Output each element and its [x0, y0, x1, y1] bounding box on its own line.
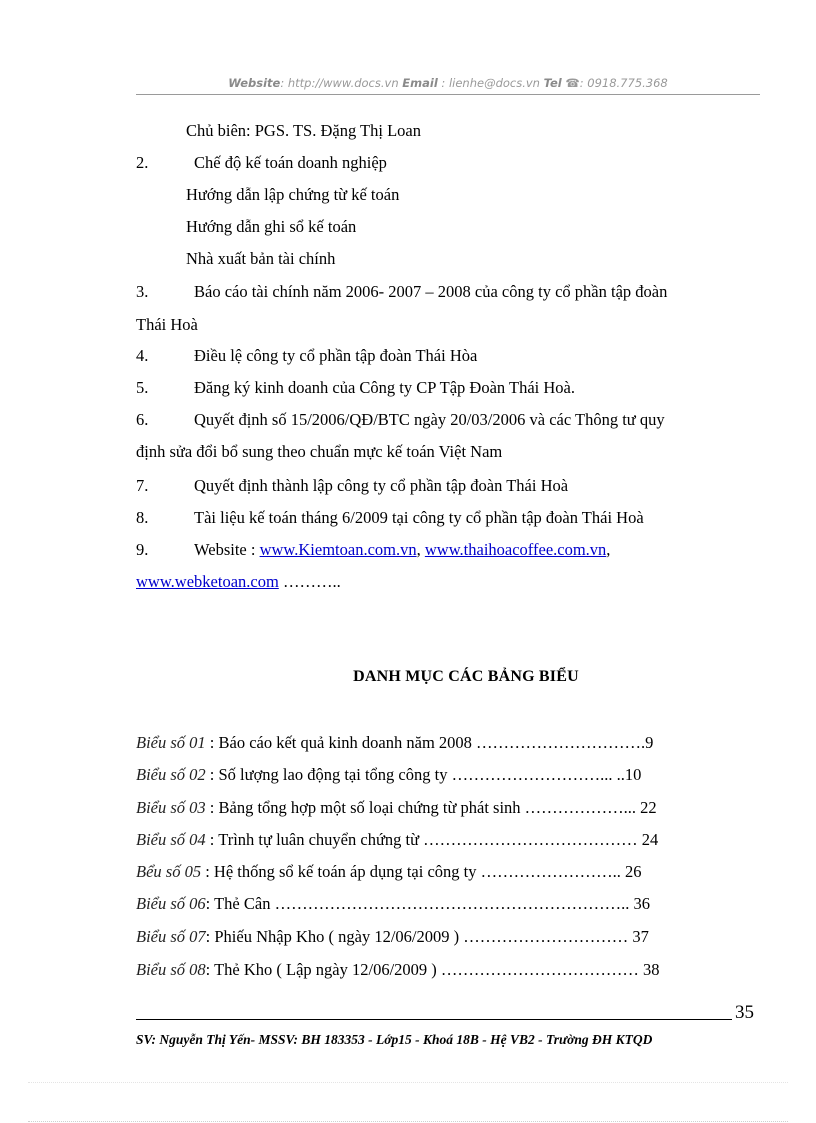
table-list-entry-label: Biểu số 06 [136, 894, 206, 913]
page-edge-line [28, 1082, 788, 1083]
table-list-entry [136, 927, 649, 947]
table-list-entry-label: Biểu số 04 [136, 830, 206, 849]
header-email-label: Email [402, 76, 438, 90]
page-number: 35 [735, 1002, 754, 1023]
header-tel-value: ☎: 0918.775.368 [565, 76, 668, 90]
ref-3-text: Báo cáo tài chính năm 2006- 2007 – 2008 của công ty cổ phần tập đoàn [194, 282, 668, 301]
ref-5-number: 5. [136, 378, 149, 397]
table-list-entry-text: : Trình tự luân chuyển chứng từ ………………………………… 24 [205, 830, 659, 849]
ref-6-number: 6. [136, 410, 149, 429]
ref-9-tail: ……….. [278, 572, 341, 591]
thaihoacoffee-link[interactable]: www.thaihoacoffee.com.vn [424, 540, 607, 559]
header-tel-label: Tel [543, 76, 562, 90]
ref-2-number: 2. [136, 153, 149, 172]
footer-divider [136, 1019, 732, 1020]
ref-9-label: Website : [194, 540, 260, 559]
table-list-entry [136, 960, 660, 980]
kiemtoan-link[interactable]: www.Kiemtoan.com.vn [259, 540, 417, 559]
header-website-value: : http://www.docs.vn [280, 76, 399, 90]
ref-8-number: 8. [136, 508, 149, 527]
ref-9-number: 9. [136, 540, 149, 559]
ref-2-sub2: Hướng dẫn ghi sổ kế toán [186, 217, 357, 236]
ref-6-text: Quyết định số 15/2006/QĐ/BTC ngày 20/03/2006 và các Thông tư quy [194, 410, 665, 429]
ref-4-text: Điều lệ công ty cổ phần tập đoàn Thái Hòa [194, 346, 478, 365]
table-list-entry [136, 765, 641, 785]
table-list-entry-text: : Số lượng lao động tại tổng công ty ………………………... ..10 [205, 765, 642, 784]
header-website-label: Website [228, 76, 281, 90]
ref-9-cont [136, 572, 341, 592]
ref-9-sep1: , [416, 540, 425, 559]
ref-9-sep2: , [606, 540, 611, 559]
table-list-entry-text: : Báo cáo kết quả kinh doanh năm 2008 ………………………….9 [205, 733, 654, 752]
ref-4-number: 4. [136, 346, 149, 365]
table-list-entry-text: : Phiếu Nhập Kho ( ngày 12/06/2009 ) ………………………… 37 [205, 927, 649, 946]
table-list-entry [136, 894, 650, 914]
table-list-entry-label: Biểu số 02 [136, 765, 206, 784]
ref-editor: Chủ biên: PGS. TS. Đặng Thị Loan [186, 121, 421, 140]
ref-6-cont: định sửa đổi bổ sung theo chuẩn mực kế toán Việt Nam [136, 442, 503, 461]
table-list-entry [136, 798, 657, 818]
ref-9-line [194, 540, 610, 560]
header-email-value: : lienhe@docs.vn [441, 76, 540, 90]
ref-8-text: Tài liệu kế toán tháng 6/2009 tại công ty cổ phần tập đoàn Thái Hoà [194, 508, 644, 527]
header-divider [136, 94, 760, 95]
table-list-entry [136, 733, 653, 753]
page-header [136, 76, 760, 90]
ref-5-text: Đăng ký kinh doanh của Công ty CP Tập Đoàn Thái Hoà. [194, 378, 575, 397]
table-list-entry-text: : Thẻ Cân ……………………………………………………….. 36 [205, 894, 650, 913]
ref-2-sub1: Hướng dẫn lập chứng từ kế toán [186, 185, 400, 204]
table-list-entry-text: : Thẻ Kho ( Lập ngày 12/06/2009 ) ……………………………… 38 [205, 960, 660, 979]
ref-2-sub3: Nhà xuất bản tài chính [186, 249, 336, 268]
table-list-title: DANH MỤC CÁC BẢNG BIỂU [353, 668, 579, 685]
page-bottom-edge [28, 1121, 788, 1122]
ref-2-text: Chế độ kế toán doanh nghiệp [194, 153, 387, 172]
table-list-entry-label: Biểu số 03 [136, 798, 206, 817]
ref-7-text: Quyết định thành lập công ty cổ phần tập đoàn Thái Hoà [194, 476, 569, 495]
table-list-entry-label: Biểu số 08 [136, 960, 206, 979]
student-info: SV: Nguyễn Thị Yến- MSSV: BH 183353 - Lớp15 - Khoá 18B - Hệ VB2 - Trường ĐH KTQD [136, 1032, 653, 1047]
table-list-entry-label: Biểu số 07 [136, 927, 206, 946]
table-list-entry [136, 862, 642, 882]
ref-7-number: 7. [136, 476, 149, 495]
ref-3-number: 3. [136, 282, 149, 301]
table-list-entry-label: Biểu số 01 [136, 733, 206, 752]
table-list-entry-text: : Hệ thống sổ kế toán áp dụng tại công ty …………………….. 26 [201, 862, 642, 881]
table-list-entry-text: : Bảng tổng hợp một số loại chứng từ phát sinh ………………... 22 [205, 798, 657, 817]
table-list-entry-label: Bểu số 05 [136, 862, 202, 881]
ref-3-cont: Thái Hoà [136, 315, 198, 334]
webketoan-link[interactable]: www.webketoan.com [136, 572, 279, 591]
table-list-entry [136, 830, 658, 850]
